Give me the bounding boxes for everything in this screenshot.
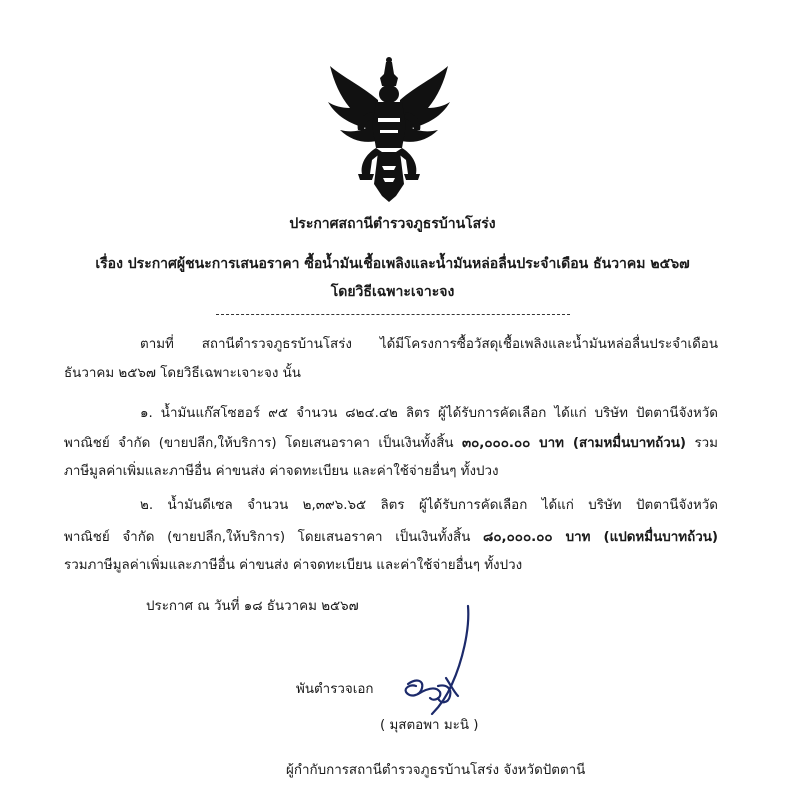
item2-line3: รวมภาษีมูลค่าเพิ่มและภาษีอื่น ค่าขนส่ง ค่าจดทะเบียน และค่าใช้จ่ายอื่นๆ ทั้งปวง — [64, 558, 523, 573]
item1-amount: ๓๐,๐๐๐.๐๐ บาท (สามหมื่นบาทถ้วน) — [461, 436, 687, 451]
item2-line2: พาณิชย์ จำกัด (ขายปลีก,ให้บริการ) โดยเสนอราคา เป็นเงินทั้งสิ้น ๘๐,๐๐๐.๐๐ บาท (แปดหมื่นบาทถ้วน) — [64, 530, 718, 545]
item1-line1: ๑. น้ำมันแก๊สโซฮอร์ ๙๕ จำนวน ๘๒๔.๔๒ ลิตร ผู้ได้รับการคัดเลือก ได้แก่ บริษัท ปัตตานีจังหวัด — [140, 406, 718, 421]
announcement-title: ประกาศสถานีตำรวจภูธรบ้านโสร่ง — [289, 216, 496, 232]
header-divider — [216, 314, 570, 315]
item1-line3: ภาษีมูลค่าเพิ่มและภาษีอื่น ค่าขนส่ง ค่าจดทะเบียน และค่าใช้จ่ายอื่นๆ ทั้งปวง — [64, 464, 499, 479]
signatory-name: ( มุสตอพา มะนิ ) — [380, 718, 479, 733]
garuda-emblem-icon — [322, 56, 456, 206]
intro-paragraph-line2: ธันวาคม ๒๕๖๗ โดยวิธีเฉพาะเจาะจง นั้น — [64, 366, 301, 381]
item1-line2: พาณิชย์ จำกัด (ขายปลีก,ให้บริการ) โดยเสนอราคา เป็นเงินทั้งสิ้น ๓๐,๐๐๐.๐๐ บาท (สามหมื่นบาทถ้วน) รวม — [64, 436, 718, 451]
item2-line1: ๒. น้ำมันดีเซล จำนวน ๒,๓๙๖.๖๕ ลิตร ผู้ได้รับการคัดเลือก ได้แก่ บริษัท ปัตตานีจังหวัด — [140, 498, 718, 513]
intro-paragraph-line1: ตามที่ สถานีตำรวจภูธรบ้านโสร่ง ได้มีโครงการซื้อวัสดุเชื้อเพลิงและน้ำมันหล่อลื่นประจำเดือน — [140, 337, 718, 352]
item2-amount: ๘๐,๐๐๐.๐๐ บาท (แปดหมื่นบาทถ้วน) — [483, 530, 718, 545]
handwritten-signature — [388, 600, 498, 720]
procurement-method: โดยวิธีเฉพาะเจาะจง — [330, 284, 455, 300]
signatory-rank: พันตำรวจเอก — [296, 682, 374, 697]
signatory-position: ผู้กำกับการสถานีตำรวจภูธรบ้านโสร่ง จังหวัดปัตตานี — [286, 763, 586, 778]
announcement-subject: เรื่อง ประกาศผู้ชนะการเสนอราคา ซื้อน้ำมันเชื้อเพลิงและน้ำมันหล่อลื่นประจำเดือน ธันวาคม ๒๕๖๗ — [95, 256, 690, 272]
announcement-date: ประกาศ ณ วันที่ ๑๘ ธันวาคม ๒๕๖๗ — [146, 599, 359, 614]
